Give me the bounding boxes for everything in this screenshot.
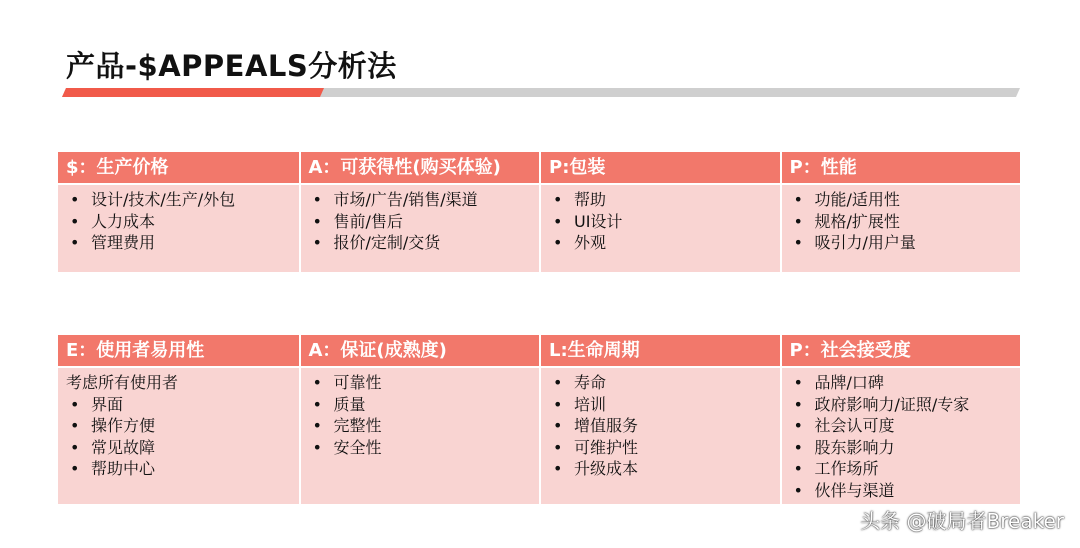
cell-header: P：社会接受度 — [782, 335, 1021, 366]
cell-body — [541, 368, 780, 504]
appeals-row-2 — [58, 335, 1020, 504]
list-item: • 外观 — [549, 232, 780, 254]
cell-header: A：保证(成熟度) — [301, 335, 540, 366]
list-item: • 安全性 — [309, 437, 540, 459]
list-item: • 界面 — [66, 394, 299, 416]
list-item: • 工作场所 — [790, 458, 1021, 480]
cell-body — [782, 185, 1021, 272]
list-item: • 可靠性 — [309, 372, 540, 394]
cell-assurances — [299, 335, 540, 504]
list-item: • 报价/定制/交货 — [309, 232, 540, 254]
list-item: • 伙伴与渠道 — [790, 480, 1021, 502]
cell-header: $：生产价格 — [58, 152, 299, 183]
cell-body — [301, 185, 540, 272]
cell-ease-of-use — [58, 335, 299, 504]
cell-body — [782, 368, 1021, 504]
list-item: • 规格/扩展性 — [790, 211, 1021, 233]
list-item: • 帮助 — [549, 189, 780, 211]
list-item: • 社会认可度 — [790, 415, 1021, 437]
cell-body — [58, 368, 299, 504]
list-item: • 功能/适用性 — [790, 189, 1021, 211]
list-item: • 升级成本 — [549, 458, 780, 480]
cell-packaging — [539, 152, 780, 272]
list-item: • 质量 — [309, 394, 540, 416]
cell-header: E：使用者易用性 — [58, 335, 299, 366]
cell-header: A：可获得性(购买体验) — [301, 152, 540, 183]
list-item: • 品牌/口碑 — [790, 372, 1021, 394]
underline-accent — [62, 88, 324, 97]
list-item: • 售前/售后 — [309, 211, 540, 233]
cell-body — [541, 185, 780, 272]
title-underline — [62, 88, 1020, 97]
list-item: • 可维护性 — [549, 437, 780, 459]
cell-performance — [780, 152, 1021, 272]
cell-header: L:生命周期 — [541, 335, 780, 366]
list-item: • 寿命 — [549, 372, 780, 394]
list-item: • 增值服务 — [549, 415, 780, 437]
list-item: • 常见故障 — [66, 437, 299, 459]
list-item: • 市场/广告/销售/渠道 — [309, 189, 540, 211]
cell-availability — [299, 152, 540, 272]
list-item: • UI设计 — [549, 211, 780, 233]
cell-price — [58, 152, 299, 272]
list-item: • 完整性 — [309, 415, 540, 437]
cell-header: P：性能 — [782, 152, 1021, 183]
list-item: • 设计/技术/生产/外包 — [66, 189, 299, 211]
list-item: • 政府影响力/证照/专家 — [790, 394, 1021, 416]
cell-life-cycle — [539, 335, 780, 504]
cell-intro-text: 考虑所有使用者 — [66, 373, 179, 392]
list-item: • 管理费用 — [66, 232, 299, 254]
list-item: • 股东影响力 — [790, 437, 1021, 459]
list-item: • 帮助中心 — [66, 458, 299, 480]
list-item: • 培训 — [549, 394, 780, 416]
page-title: 产品-$APPEALS分析法 — [66, 49, 397, 83]
list-item: • 吸引力/用户量 — [790, 232, 1021, 254]
cell-body — [58, 185, 299, 272]
appeals-row-1 — [58, 152, 1020, 272]
cell-header: P:包装 — [541, 152, 780, 183]
cell-body — [301, 368, 540, 504]
watermark-text: 头条 @破局者Breaker — [860, 509, 1064, 533]
list-item: • 操作方便 — [66, 415, 299, 437]
list-item: • 人力成本 — [66, 211, 299, 233]
cell-social-acceptance — [780, 335, 1021, 504]
